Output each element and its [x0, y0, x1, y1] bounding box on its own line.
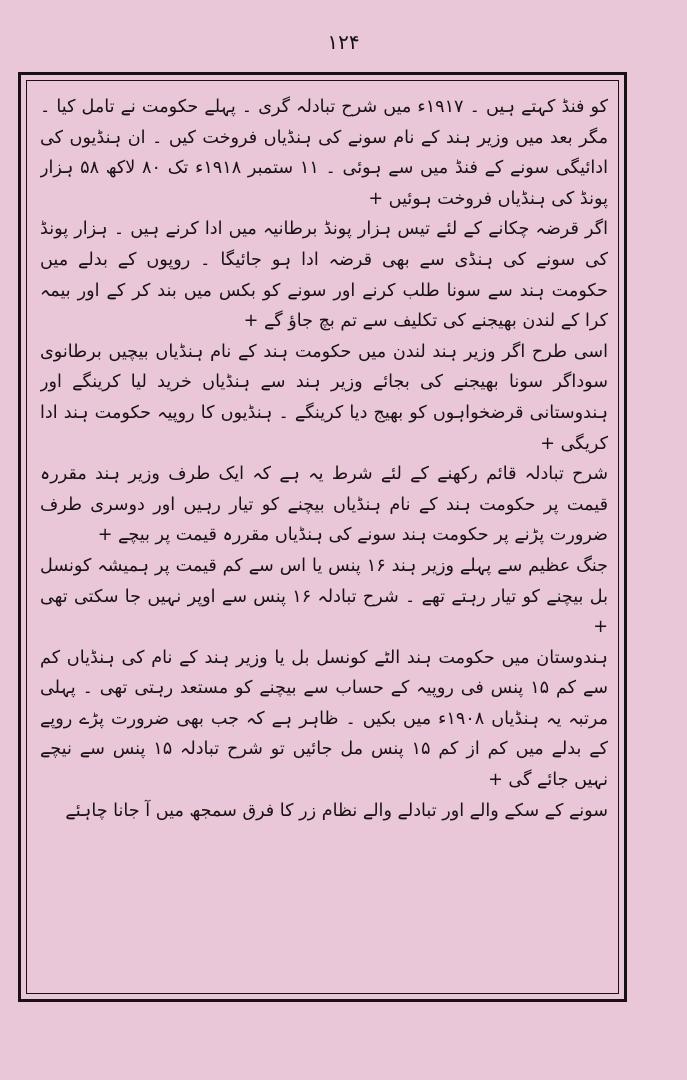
page-number: ۱۲۴ [327, 30, 360, 54]
paragraph-3: اسی طرح اگر وزیر ہند لندن میں حکومت ہند کے نام ہنڈیاں بیچیں برطانوی سوداگر سونا بھیجنے کی بجائے وزیر ہند سے ہنڈیاں خرید لیا کرینگے اور ہندوستانی قرضخواہوں کو بھیج دیا کرینگے ۔ ہنڈیوں کا روپیہ حکومت ہند ادا کریگی + [40, 341, 608, 454]
paragraph-2: اگر قرضہ چکانے کے لئے تیس ہزار پونڈ برطانیہ میں ادا کرنے ہیں ۔ ہزار پونڈ کی سونے کی ہنڈی سے بھی قرضہ ادا ہو جائیگا ۔ روپوں کے بدلے میں حکومت ہند سے سونا طلب کرنے اور سونے کو بکس میں بند کر کے اور بیمہ کرا کے لندن بھیجنے کی تکلیف سے تم بچ جاؤ گے + [40, 219, 608, 332]
paragraph-7: سونے کے سکے والے اور تبادلے والے نظام زر کا فرق سمجھ میں آ جانا چاہئے [65, 800, 608, 821]
paragraph-4: شرح تبادلہ قائم رکھنے کے لئے شرط یہ ہے کہ ایک طرف وزیر ہند مقررہ قیمت پر حکومت ہند کے نام ہنڈیاں بیچنے کو تیار رہیں اور دوسری طرف ضرورت پڑنے پر حکومت ہند سونے کی ہنڈیاں مقررہ قیمت پر بیچے + [40, 464, 608, 546]
paragraph-1: کو فنڈ کہتے ہیں ۔ ۱۹۱۷ء میں شرح تبادلہ گری ۔ پہلے حکومت نے تامل کیا ۔ مگر بعد میں وزیر ہند کے نام سونے کی ہنڈیاں فروخت کیں ۔ ان ہنڈیوں کی ادائیگی سونے کے فنڈ میں سے ہوئی ۔ ۱۱ ستمبر ۱۹۱۸ء تک ۸۰ لاکھ ۵۸ ہزار پونڈ کی ہنڈیاں فروخت ہوئیں + [40, 97, 608, 209]
paragraph-5: جنگ عظیم سے پہلے وزیر ہند ۱۶ پنس یا اس سے کم قیمت پر ہمیشہ کونسل بل بیچنے کو تیار رہتے تھے ۔ شرح تبادلہ ۱۶ پنس سے اوپر نہیں جا سکتی تھی + [40, 555, 608, 638]
paragraph-6: ہندوستان میں حکومت ہند الٹے کونسل بل یا وزیر ہند کے نام کی ہنڈیاں کم سے کم ۱۵ پنس فی روپیہ کے حساب سے بیچنے کو مستعد رہتی تھی ۔ پہلی مرتبہ یہ ہنڈیاں ۱۹۰۸ء میں بکیں ۔ ظاہر ہے کہ جب بھی ضرورت پڑے روپے کے بدلے میں کم از کم ۱۵ پنس مل جائیں تو شرح تبادلہ ۱۵ پنس سے نیچے نہیں جائے گی + [40, 647, 608, 791]
page-body-text [40, 92, 608, 986]
